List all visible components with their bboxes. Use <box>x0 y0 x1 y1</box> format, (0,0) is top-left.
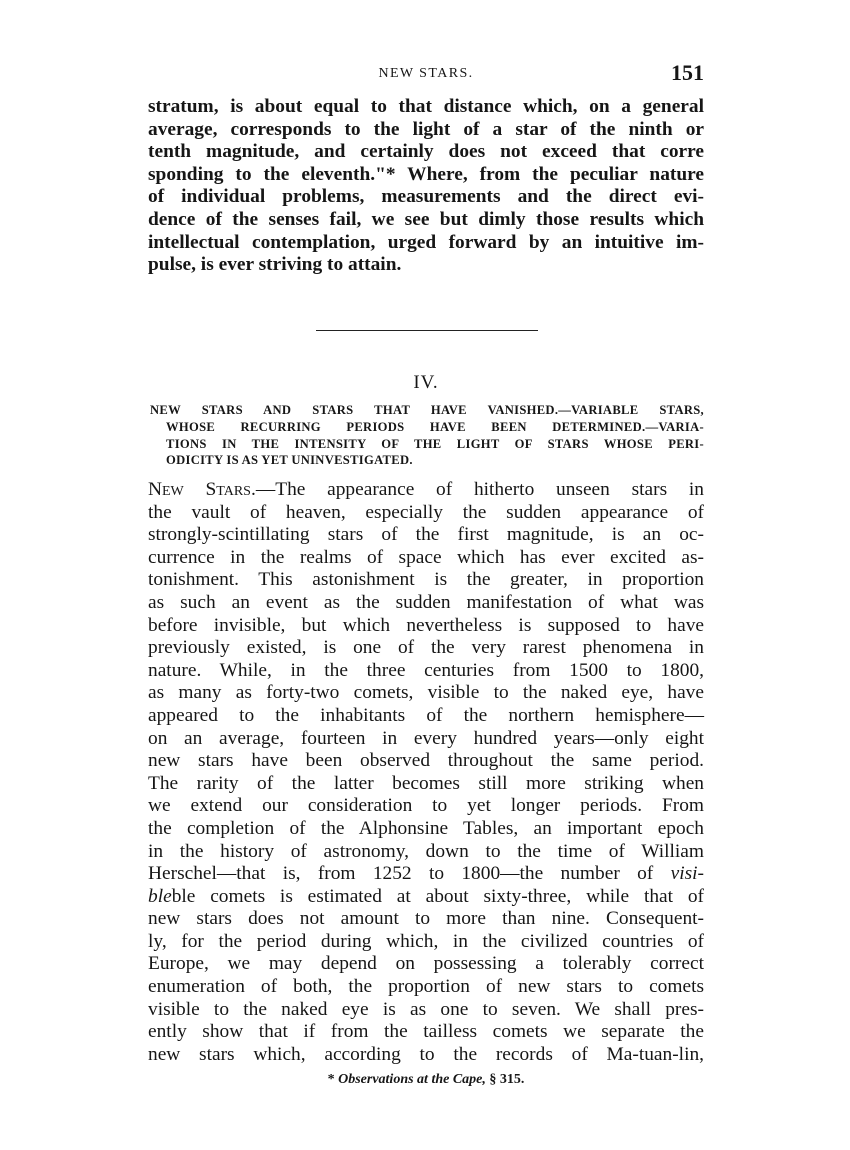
paragraph-line: on an average, fourteen in every hundred years—only eight <box>148 727 704 749</box>
paragraph-line: average, corresponds to the light of a star of the ninth or <box>148 118 704 140</box>
footnote-mark: * <box>327 1072 335 1087</box>
paragraph-line: new stars which, according to the records of Ma-tuan-lin, <box>148 1043 704 1065</box>
paragraph-line: strongly-scintillating stars of the first magnitude, is an oc- <box>148 524 704 546</box>
paragraph-line: we extend our consideration to yet longer periods. From <box>148 795 704 817</box>
paragraph-line: stratum, is about equal to that distance which, on a general <box>148 96 704 117</box>
paragraph-line: the vault of heaven, especially the sudden appearance of <box>148 501 704 523</box>
paragraph-line: as such an event as the sudden manifestation of what was <box>148 591 704 613</box>
summary-line: NEW STARS AND STARS THAT HAVE VANISHED.—VARIABLE STARS, <box>150 403 704 417</box>
paragraph-line: tenth magnitude, and certainly does not exceed that corre <box>148 141 704 163</box>
paragraph-line: the completion of the Alphonsine Tables, an important epoch <box>148 817 704 839</box>
paragraph-line: as many as forty-two comets, visible to the naked eye, have <box>148 682 704 704</box>
paragraph-line-with-italic <box>148 863 704 886</box>
continued-paragraph <box>148 96 704 277</box>
paragraph-line: currence in the realms of space which has ever excited as- <box>148 546 704 568</box>
footnote-ref: § 315. <box>489 1072 525 1087</box>
summary-line: TIONS IN THE INTENSITY OF THE LIGHT OF STARS WHOSE PERI- <box>166 436 704 451</box>
italic-word: ble <box>148 885 172 907</box>
section-number: IV. <box>413 372 439 393</box>
paragraph-line: in the history of astronomy, down to the time of William <box>148 840 704 862</box>
page-header <box>148 62 704 86</box>
paragraph-line: dence of the senses fail, we see but dimly those results which <box>148 208 704 230</box>
main-paragraph <box>148 479 704 1066</box>
paragraph-line: ly, for the period during which, in the civilized countries of <box>148 930 704 952</box>
italic-word: visi- <box>670 863 704 885</box>
paragraph-line: new stars have been observed throughout the same period. <box>148 750 704 772</box>
paragraph-line: of individual problems, measurements and the direct evi- <box>148 186 704 208</box>
paragraph-line: visible to the naked eye is as one to seven. We shall pres- <box>148 998 704 1020</box>
line-text: ble comets is estimated at about sixty-three, while that of <box>171 885 704 907</box>
lead-words: New Stars. <box>148 479 256 500</box>
footnote-title: Observations at the Cape, <box>338 1072 486 1087</box>
paragraph-line: nature. While, in the three centuries from 1500 to 1800, <box>148 659 704 681</box>
section-summary <box>150 402 704 469</box>
paragraph-line: appeared to the inhabitants of the northern hemisphere— <box>148 704 704 726</box>
running-head: NEW STARS. <box>378 66 474 81</box>
summary-line: ODICITY IS AS YET UNINVESTIGATED. <box>166 453 413 468</box>
summary-line: WHOSE RECURRING PERIODS HAVE BEEN DETERMINED.—VARIA- <box>166 419 704 434</box>
paragraph-line: new stars does not amount to more than nine. Consequent- <box>148 908 704 930</box>
footnote <box>148 1072 704 1088</box>
paragraph-line: before invisible, but which nevertheless is supposed to have <box>148 614 704 636</box>
paragraph-line: intellectual contemplation, urged forward by an intuitive im- <box>148 231 704 253</box>
first-line-text: —The appearance of hitherto unseen stars in <box>255 479 704 500</box>
paragraph-line: tonishment. This astonishment is the greater, in proportion <box>148 569 704 591</box>
paragraph-line: pulse, is ever striving to attain. <box>148 254 402 276</box>
paragraph-line: sponding to the eleventh."* Where, from the peculiar nature <box>148 163 704 185</box>
page-number: 151 <box>671 60 704 85</box>
paragraph-line: The rarity of the latter becomes still more striking when <box>148 772 704 794</box>
paragraph-line: enumeration of both, the proportion of new stars to comets <box>148 976 704 998</box>
paragraph-line: ently show that if from the tailless comets we separate the <box>148 1021 704 1043</box>
paragraph-line: Europe, we may depend on possessing a tolerably correct <box>148 953 704 975</box>
paragraph-line: previously existed, is one of the very rarest phenomena in <box>148 637 704 659</box>
paragraph-line-with-italic <box>148 886 704 909</box>
line-text: Herschel—that is, from 1252 to 1800—the number of <box>148 863 654 885</box>
paragraph-first-line <box>148 479 704 502</box>
section-divider <box>316 330 538 331</box>
